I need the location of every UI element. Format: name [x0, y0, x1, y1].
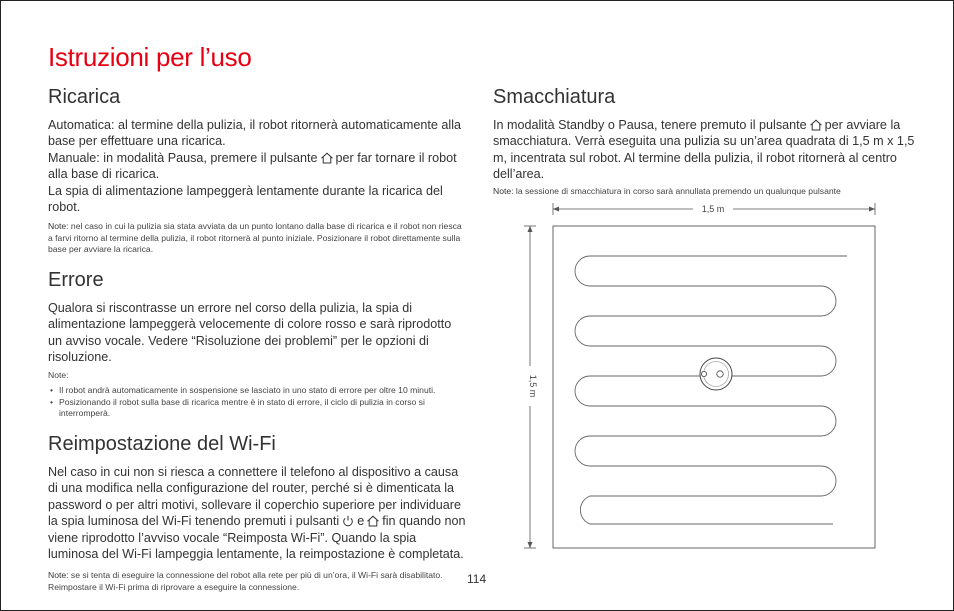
wifi-text [48, 464, 468, 562]
ricarica-led-text: La spia di alimentazione lampeggerà lentamente durante la ricarica del robot. [48, 183, 443, 215]
ricarica-manual-before: Manuale: in modalità Pausa, premere il pulsante [48, 150, 318, 165]
heading-ricarica: Ricarica [48, 86, 121, 108]
note-label: Note: [48, 570, 69, 581]
list-item: • Il robot andrà automaticamente in sospensione se lasciato in uno stato di errore per oltre 10 minuti. [48, 385, 468, 396]
wifi-text-after: fin quando non viene riprodotto l’avviso vocale “Reimposta Wi-Fi”. Quando la spia luminosa del Wi-Fi lampeggia lentamente, la reimpostazione è completata. [48, 514, 466, 561]
note-label: Note: [48, 221, 69, 232]
wifi-note [48, 570, 468, 592]
spot-cleaning-diagram [521, 200, 881, 552]
home-icon [366, 515, 380, 527]
height-dimension [524, 226, 538, 548]
section-errore [48, 269, 468, 419]
section-smacchiatura [493, 86, 923, 197]
smacchiatura-text [493, 117, 923, 183]
wifi-note-text: se si tenta di eseguire la connessione del robot alla rete per più di un’ora, il Wi-Fi sarà disabilitato. Reimpostare il Wi-Fi prima di riprovare a eseguire la connessione. [48, 570, 443, 592]
page-title: Istruzioni per l’uso [48, 42, 252, 72]
smacchiatura-note-text: la sessione di smacchiatura in corso sarà annullata premendo un qualunque pulsante [513, 185, 841, 196]
robot-icon [700, 358, 732, 390]
height-label: 1,5 m [528, 374, 538, 398]
heading-errore: Errore [48, 269, 104, 292]
home-icon [320, 152, 334, 164]
section-ricarica [48, 86, 468, 255]
page-number: 114 [467, 572, 487, 586]
note-label: Note: [493, 185, 514, 196]
errore-note-label: Note: [48, 369, 69, 380]
wifi-text-before: Nel caso in cui non si riesca a connettere il telefono al dispositivo a causa di una modifica nella configurazione del router, perché si è dimenticata la password o per altri motivi, sollevare il coperchio superiore per individuare la spia luminosa del Wi-Fi tenendo premuti i pulsanti [48, 464, 461, 529]
smacchiatura-note [493, 186, 923, 197]
smacchiatura-text-after: per avviare la smacchiatura. Verrà eseguita una pulizia su un’area quadrata di 1,5 m x 1,5 m, incentrata sul robot. Al termine della pulizia, il robot ritornerà al centro dell’area. [493, 118, 915, 182]
ricarica-note [48, 221, 468, 255]
ricarica-automatic-text: Automatica: al termine della pulizia, il robot ritornerà automaticamente alla base per effettuare una ricarica. [48, 118, 461, 149]
width-label: 1,5 m [701, 204, 725, 214]
errore-text: Qualora si riscontrasse un errore nel corso della pulizia, la spia di alimentazione lampeggerà velocemente di colore rosso e sarà riprodotto un avviso vocale. Vedere “Risoluzione dei problemi” per le opzioni di risoluzione. [48, 301, 452, 365]
section-wifi [48, 433, 468, 593]
width-dimension [553, 203, 875, 215]
heading-wifi: Reimpostazione del Wi-Fi [48, 432, 276, 455]
smacchiatura-text-before: In modalità Standby o Pausa, tenere premuto il pulsante [493, 118, 807, 132]
errore-note-list [48, 385, 468, 419]
cleaning-path [575, 256, 847, 524]
ricarica-manual-text [48, 150, 468, 183]
left-column [48, 86, 468, 593]
wifi-text-mid: e [357, 514, 365, 529]
right-column [493, 86, 923, 197]
home-icon [809, 119, 823, 131]
ricarica-note-text: nel caso in cui la pulizia sia stata avviata da un punto lontano dalla base di ricarica e il robot non riesca a farvi ritorno al termine della pulizia, il robot ritornerà al punto iniziale. Posizionare il robot direttamente sulla base per avviare la ricarica. [48, 221, 462, 254]
ricarica-manual-after: per far tornare il robot alla base di ricarica. [48, 150, 457, 182]
power-icon [341, 515, 355, 527]
heading-smacchiatura: Smacchiatura [493, 86, 616, 108]
list-item: • Posizionando il robot sulla base di ricarica mentre è in stato di errore, il ciclo di pulizia in corso si interromperà. [48, 397, 468, 419]
